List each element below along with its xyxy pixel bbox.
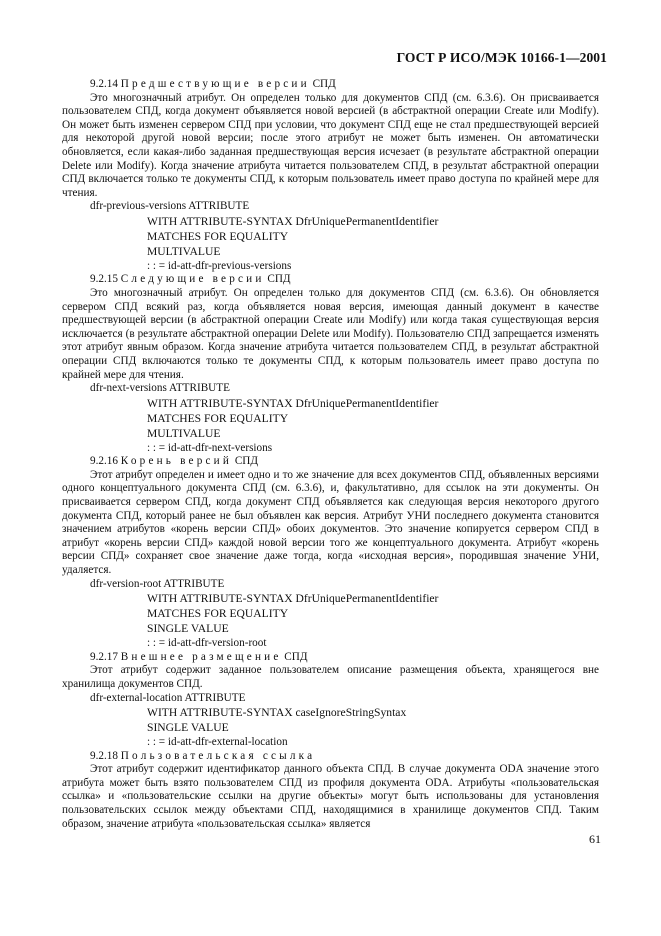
paragraph: Это многозначный атрибут. Он определен только для документов СПД (см. 6.3.6). Он присваивается пользователем СПД, когда документ объявляется новой версией (в абстрактной операции Create или Modify). Он может быть изменен сервером СПД при условии, что документ СПД еще не стал предшествующей версией для некоторой другой новой версии; после этого атрибут не может быть изменен. Он автоматически обновляется, если какая-либо заданная предшествующая версия исчезает (в результате абстрактной операции Delete или Modify). Когда значение атрибута читается пользователем СПД, в результат абстрактной операции СПД включается только те документы СПД, к которым пользователь имеет право доступа по крайней мере для чтения. xyxy=(62,91,599,199)
page-number: 61 xyxy=(589,832,601,846)
section-heading: 9.2.15 Следующие версии СПД xyxy=(90,273,291,286)
code-line: MULTIVALUE xyxy=(147,244,221,258)
code-line: SINGLE VALUE xyxy=(147,622,229,636)
code-assignment: : : = id-att-dfr-external-location xyxy=(147,736,288,749)
section-9-2-17 xyxy=(62,651,599,750)
section-heading: 9.2.14 Предшествующие версии СПД xyxy=(90,78,336,90)
paragraph: Этот атрибут содержит идентификатор данного объекта СПД. В случае документа ODA значение этого атрибута может быть взято пользователем СПД из профиля документа ODA. Атрибуты «пользовательская ссылка» и «пользовательские ссылки на другие объекты» могут быть использованы для установления пользовательских ссылок между объектами СПД, находящимися в хранилище документов СПД. Таким образом, значение атрибута «пользовательская ссылка» является xyxy=(62,763,599,830)
code-assignment: : : = id-att-dfr-version-root xyxy=(147,637,267,650)
section-heading: 9.2.17 Внешнее размещение СПД xyxy=(90,650,308,663)
attribute-declaration: dfr-next-versions ATTRIBUTE xyxy=(90,382,230,395)
paragraph: Этот атрибут определен и имеет одно и то же значение для всех документов СПД, объявленных версиями одного концептуального документа СПД (см. 6.3.6), и, факультативно, для ссылок на эти документы. Он присваивается сервером СПД, когда документ СПД объявляется как следующая версия некоторого другого документа СПД, который ранее не был объявлен как версия. Атрибут УНИ последнего документа становится значением атрибутов «корень версии СПД» обоих документов. Это значение копируется сервером СПД в атрибут «корень версии СПД» каждой новой версии того же концептуального документа. Атрибут «корень версии СПД» сохраняет свое значение даже тогда, когда «исходная версия», породившая значение УНИ, удаляется. xyxy=(62,468,599,577)
paragraph: Этот атрибут содержит заданное пользователем описание размещения объекта, хранящегося вне хранилища документов СПД. xyxy=(62,664,599,690)
code-line: MATCHES FOR EQUALITY xyxy=(147,607,289,621)
attribute-declaration: dfr-previous-versions ATTRIBUTE xyxy=(90,200,250,213)
code-line: WITH ATTRIBUTE-SYNTAX DfrUniquePermanentIdentifier xyxy=(147,592,439,606)
code-line: MATCHES FOR EQUALITY xyxy=(147,229,289,243)
code-line: WITH ATTRIBUTE-SYNTAX DfrUniquePermanentIdentifier xyxy=(147,396,439,410)
section-9-2-15 xyxy=(62,273,599,455)
page-header: ГОСТ Р ИСО/МЭК 10166-1—2001 xyxy=(396,50,607,65)
code-line: MULTIVALUE xyxy=(147,426,221,440)
code-assignment: : : = id-att-dfr-next-versions xyxy=(147,441,273,454)
document-body xyxy=(62,78,599,831)
code-assignment: : : = id-att-dfr-previous-versions xyxy=(147,259,292,272)
section-9-2-16 xyxy=(62,455,599,650)
section-heading: 9.2.16 Корень версий СПД xyxy=(90,455,259,468)
section-9-2-18 xyxy=(62,750,599,832)
section-9-2-14 xyxy=(62,78,599,273)
attribute-declaration: dfr-version-root ATTRIBUTE xyxy=(90,577,225,590)
code-line: WITH ATTRIBUTE-SYNTAX caseIgnoreStringSyntax xyxy=(147,706,407,720)
attribute-declaration: dfr-external-location ATTRIBUTE xyxy=(90,691,246,704)
code-line: MATCHES FOR EQUALITY xyxy=(147,411,289,425)
paragraph: Это многозначный атрибут. Он определен только для документов СПД (см. 6.3.6). Он обновляется сервером СПД всякий раз, когда объявляется новая версия, имеющая данный документ в качестве предшествующей версии (в абстрактной операции Create или Modify) или когда такая существующая версия исключается (в результате абстрактной операции Delete или Modify). Пользователю СПД запрещается изменять этот атрибут явным образом. Когда значение атрибута читается пользователем СПД, в результат абстрактной операции СПД включаются только те документы СПД, к которым пользователь имеет право доступа по крайней мере для чтения. xyxy=(62,287,599,381)
code-line: SINGLE VALUE xyxy=(147,721,229,735)
code-line: WITH ATTRIBUTE-SYNTAX DfrUniquePermanentIdentifier xyxy=(147,214,439,228)
section-heading: 9.2.18 Пользовательская ссылка xyxy=(90,749,316,762)
